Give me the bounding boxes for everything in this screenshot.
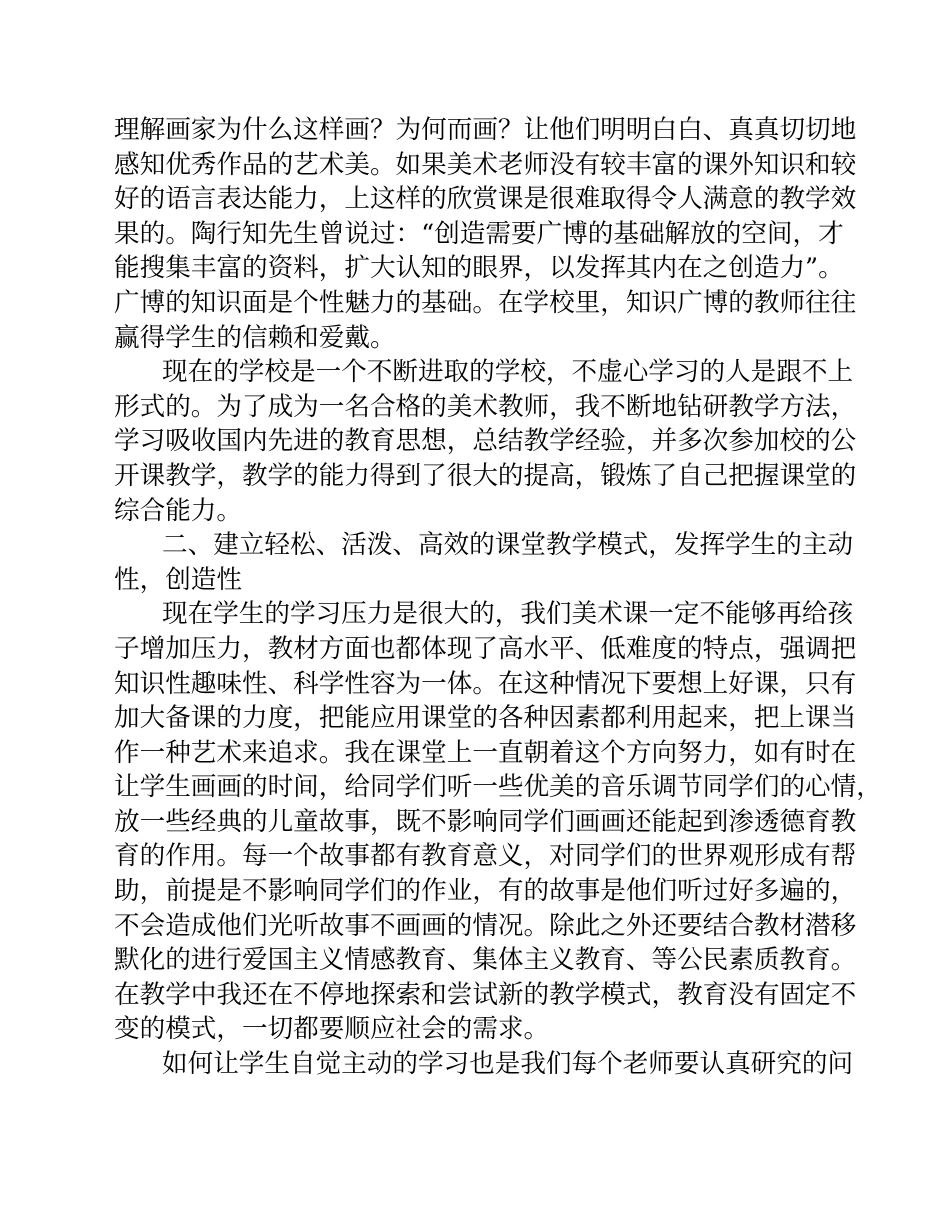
- text-line: 果的。陶行知先生曾说过：“创造需要广博的基础解放的空间，才: [114, 218, 844, 249]
- text-line: 让学生画画的时间，给同学们听一些优美的音乐调节同学们的心情，: [114, 772, 882, 803]
- text-line: 广博的知识面是个性魅力的基础。在学校里，知识广博的教师往往: [114, 287, 857, 318]
- text-line: 理解画家为什么这样画？为何而画？让他们明明白白、真真切切地: [114, 115, 857, 145]
- paragraph: [114, 1047, 854, 1082]
- text-line: 在教学中我还在不停地探索和尝试新的教学模式，教育没有固定不: [114, 979, 857, 1010]
- paragraph: [114, 113, 857, 355]
- text-line: 现在的学校是一个不断进取的学校，不虚心学习的人是跟不上: [162, 357, 854, 388]
- text-line: 助，前提是不影响同学们的作业，有的故事是他们听过好多遍的，: [114, 876, 857, 907]
- text-line: 性，创造性: [114, 564, 242, 595]
- text-line: 二、建立轻松、活泼、高效的课堂教学模式，发挥学生的主动: [162, 530, 854, 561]
- text-line: 能搜集丰富的资料，扩大认知的眼界，以发挥其内在之创造力”。: [114, 253, 844, 284]
- text-line: 感知优秀作品的艺术美。如果美术老师没有较丰富的课外知识和较: [114, 149, 857, 180]
- paragraph: [114, 597, 882, 1047]
- text-line: 如何让学生自觉主动的学习也是我们每个老师要认真研究的问: [162, 1049, 854, 1080]
- text-line: 加大备课的力度，把能应用课堂的各种因素都利用起来，把上课当: [114, 703, 857, 734]
- text-line: 形式的。为了成为一名合格的美术教师，我不断地钻研教学方法，: [114, 391, 857, 422]
- paragraph: [114, 355, 857, 528]
- text-line: 放一些经典的儿童故事，既不影响同学们画画还能起到渗透德育教: [114, 806, 857, 837]
- text-line: 变的模式，一切都要顺应社会的需求。: [114, 1014, 550, 1045]
- text-line: 子增加压力，教材方面也都体现了高水平、低难度的特点，强调把: [114, 633, 857, 664]
- text-line: 好的语言表达能力，上这样的欣赏课是很难取得令人满意的教学效: [114, 184, 857, 215]
- document-body: [114, 113, 882, 1082]
- text-line: 知识性趣味性、科学性容为一体。在这种情况下要想上好课，只有: [114, 668, 857, 699]
- text-line: 开课教学，教学的能力得到了很大的提高，锻炼了自己把握课堂的: [114, 460, 857, 491]
- text-line: 学习吸收国内先进的教育思想，总结教学经验，并多次参加校的公: [114, 426, 857, 457]
- text-line: 综合能力。: [114, 495, 242, 526]
- text-line: 不会造成他们光听故事不画画的情况。除此之外还要结合教材潜移: [114, 910, 857, 941]
- text-line: 默化的进行爱国主义情感教育、集体主义教育、等公民素质教育。: [114, 945, 857, 976]
- section-heading: [114, 528, 854, 597]
- text-line: 现在学生的学习压力是很大的，我们美术课一定不能够再给孩: [162, 599, 854, 630]
- text-line: 育的作用。每一个故事都有教育意义，对同学们的世界观形成有帮: [114, 841, 857, 872]
- text-line: 作一种艺术来追求。我在课堂上一直朝着这个方向努力，如有时在: [114, 737, 857, 768]
- text-line: 赢得学生的信赖和爱戴。: [114, 322, 396, 353]
